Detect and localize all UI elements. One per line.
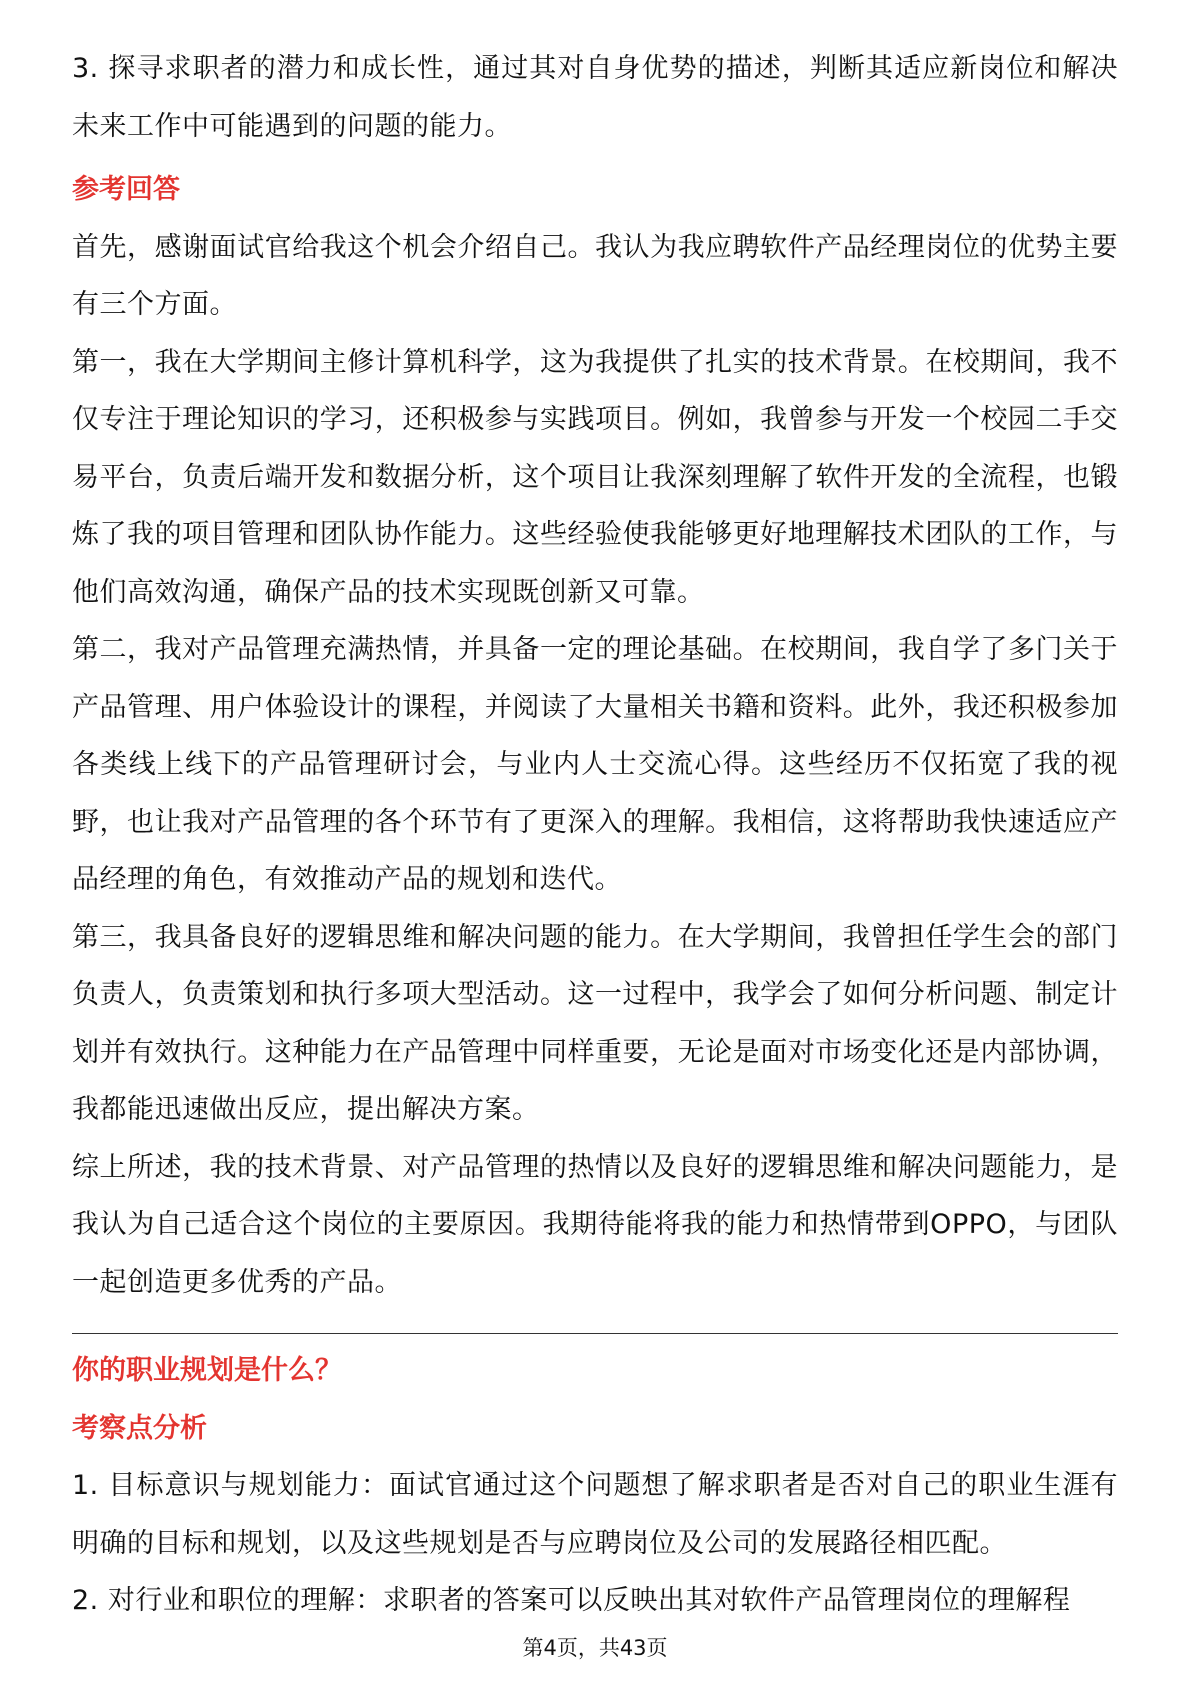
analysis-point-3: 3. 探寻求职者的潜力和成长性，通过其对自身优势的描述，判断其适应新岗位和解决未来工作中可能遇到的问题的能力。: [72, 53, 1118, 142]
answer-paragraph-first: 第一，我在大学期间主修计算机科学，这为我提供了扎实的技术背景。在校期间，我不仅专注于理论知识的学习，还积极参与实践项目。例如，我曾参与开发一个校园二手交易平台，负责后端开发和数据分析，这个项目让我深刻理解了软件开发的全流程，也锻炼了我的项目管理和团队协作能力。这些经验使我能够更好地理解技术团队的工作，与他们高效沟通，确保产品的技术实现既创新又可靠。: [72, 346, 1118, 608]
analysis-point-2: 2. 对行业和职位的理解：求职者的答案可以反映出其对软件产品管理岗位的理解程: [72, 1585, 1071, 1616]
page-number: 第4页，共43页: [522, 1636, 668, 1660]
answer-paragraph-intro: 首先，感谢面试官给我这个机会介绍自己。我认为我应聘软件产品经理岗位的优势主要有三个方面。: [72, 231, 1118, 320]
answer-heading: 参考回答: [72, 174, 180, 205]
answer-paragraph-third: 第三，我具备良好的逻辑思维和解决问题的能力。在大学期间，我曾担任学生会的部门负责人，负责策划和执行多项大型活动。这一过程中，我学会了如何分析问题、制定计划并有效执行。这种能力在产品管理中同样重要，无论是面对市场变化还是内部协调，我都能迅速做出反应，提出解决方案。: [72, 921, 1118, 1125]
section-divider: [72, 1333, 1118, 1334]
analysis-point-1: 1. 目标意识与规划能力：面试官通过这个问题想了解求职者是否对自己的职业生涯有明确的目标和规划，以及这些规划是否与应聘岗位及公司的发展路径相匹配。: [72, 1470, 1118, 1559]
analysis-heading: 考察点分析: [72, 1412, 207, 1444]
answer-paragraph-summary: 综上所述，我的技术背景、对产品管理的热情以及良好的逻辑思维和解决问题能力，是我认为自己适合这个岗位的主要原因。我期待能将我的能力和热情带到OPPO，与团队一起创造更多优秀的产品。: [72, 1151, 1118, 1298]
document-page: [72, 40, 1118, 1630]
question-heading: 你的职业规划是什么？: [72, 1355, 342, 1386]
answer-paragraph-second: 第二，我对产品管理充满热情，并具备一定的理论基础。在校期间，我自学了多门关于产品管理、用户体验设计的课程，并阅读了大量相关书籍和资料。此外，我还积极参加各类线上线下的产品管理研讨会，与业内人士交流心得。这些经历不仅拓宽了我的视野，也让我对产品管理的各个环节有了更深入的理解。我相信，这将帮助我快速适应产品经理的角色，有效推动产品的规划和迭代。: [72, 634, 1118, 895]
